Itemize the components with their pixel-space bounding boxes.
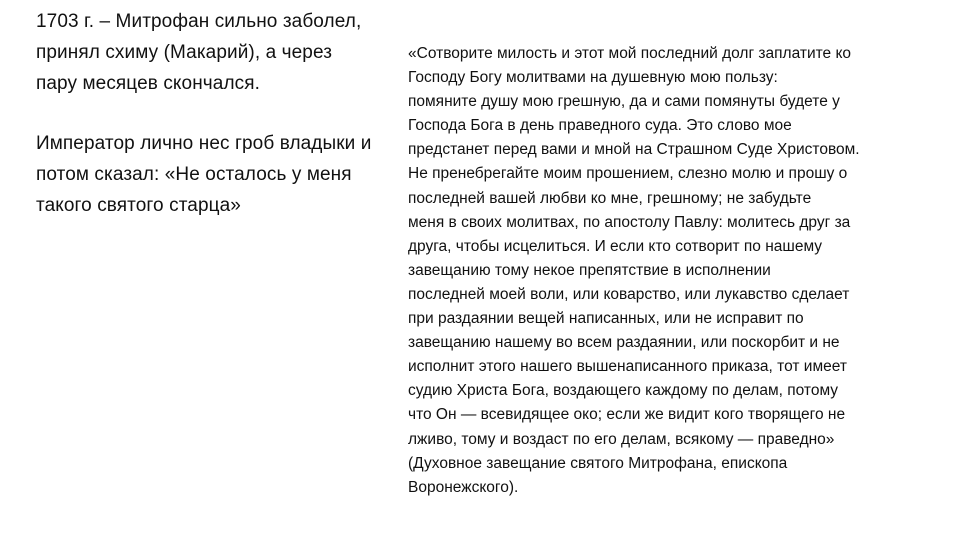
left-text-column: [36, 6, 376, 221]
emperor-paragraph: Император лично нес гроб владыки и потом сказал: «Не осталось у меня такого святого старца»: [36, 133, 372, 216]
testament-quote: «Сотворите милость и этот мой последний долг заплатите ко Господу Богу молитвами на душевную мою пользу: помяните душу мою грешную, да и сами помянуты будете у Господа Бога в день праведного суда. Это слово мое предстанет перед вами и мной на Страшном Суде Христовом. Не пренебрегайте моим прошением, слезно молю и прошу о последней вашей любви ко мне, грешному; не забудьте меня в своих молитвах, по апостолу Павлу: молитесь друг за друга, чтобы исцелиться. И если кто сотворит по нашему завещанию тому некое препятствие в исполнении последней моей воли, или коварство, или лукавство сделает при раздаянии вещей написанных, или не исправит по завещанию нашему во всем раздаянии, или поскорбит и не исполнит этого нашего вышенаписанного приказа, тот имеет судию Христа Бога, воздающего каждому по делам, потому что Он — всевидящее око; если же видит кого творящего не лживо, тому и воздаст по его делам, всякому — праведно» (Духовное завещание святого Митрофана, епископа Воронежского).: [408, 45, 860, 496]
right-text-column: [408, 42, 948, 500]
illness-paragraph: 1703 г. – Митрофан сильно заболел, принял схиму (Макарий), а через пару месяцев скончался.: [36, 11, 362, 94]
